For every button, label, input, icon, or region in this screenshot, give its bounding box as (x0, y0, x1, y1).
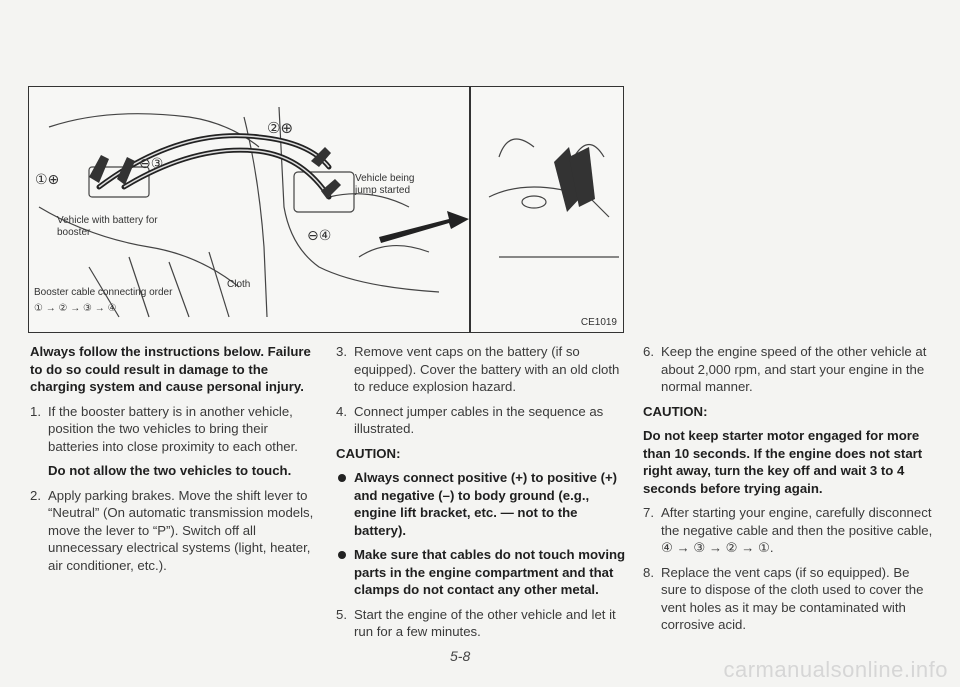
step-4 (336, 403, 626, 438)
cable3-label: ⊖③ (139, 155, 164, 171)
watermark: carmanualsonline.info (723, 657, 948, 682)
starter-caution: Do not keep starter motor engaged for more than 10 seconds. If the engine does not start right away, turn the key off and wait 3 to 4 seconds before trying again. (643, 428, 923, 496)
connecting-order-label: Booster cable connecting order (34, 287, 173, 298)
column-3 (643, 343, 933, 641)
step-2 (30, 487, 320, 575)
cloth-label: Cloth (227, 279, 251, 290)
bullet-icon (338, 551, 346, 559)
step-4-number: 4. (336, 403, 347, 419)
step-1-bold-note: Do not allow the two vehicles to touch. (48, 463, 292, 478)
vehicle-with-booster-label: Vehicle with battery for booster (57, 215, 158, 238)
caution-heading-2: CAUTION: (643, 403, 708, 419)
vehicle-jump-started-label: Vehicle being jump started (355, 173, 415, 196)
jump-start-illustration (28, 86, 624, 333)
caution-bullet-2 (336, 546, 626, 599)
caution-bullet-2-text: Make sure that cables do not touch moving parts in the engine compartment and that clamps do not contact any other metal. (354, 547, 626, 597)
figure-code: CE1019 (580, 317, 617, 328)
connecting-sequence: ① → ② → ③ → ④ (34, 303, 117, 314)
caution-bullet-1-text: Always connect positive (+) to positive (+) and negative (–) to body ground (e.g., engine lift bracket, etc. — not to the battery). (354, 470, 618, 538)
step-4-text: Connect jumper cables in the sequence as illustrated. (354, 403, 604, 436)
step-7-text: After starting your engine, carefully disconnect the negative cable and then the positive cable, ④ → ③ → ② → ①. (661, 505, 933, 555)
step-7 (643, 504, 933, 557)
step-8-number: 8. (643, 564, 654, 580)
step-5-text: Start the engine of the other vehicle and let it run for a few minutes. (354, 606, 616, 639)
step-8 (643, 564, 933, 634)
step-6 (643, 343, 933, 396)
caution-bullet-1 (336, 469, 626, 539)
cable4-label: ⊖④ (307, 227, 332, 243)
step-2-text: Apply parking brakes. Move the shift lever to “Neutral” (On automatic transmission models, move the lever to “P”). Switch off all unnecessary electrical systems (light, heater, air conditioner, etc.). (48, 487, 314, 573)
step-3-number: 3. (336, 344, 347, 359)
step-1-text: If the booster battery is in another vehicle, position the two vehicles to bring their batteries into close proximity to each other. (48, 403, 298, 454)
step-2-number: 2. (30, 487, 41, 503)
step-6-text: Keep the engine speed of the other vehicle at about 2,000 rpm, and start your engine in the normal manner. (661, 344, 927, 394)
cable2-label: ②⊕ (267, 120, 294, 137)
step-8-text: Replace the vent caps (if so equipped). Be sure to dispose of the cloth used to cover the vent holes as it may be contaminated with corrosive acid. (661, 564, 924, 632)
step-3 (336, 343, 626, 396)
step-7-number: 7. (643, 505, 654, 520)
column-2 (336, 343, 626, 648)
page-number: 5-8 (450, 648, 471, 664)
figure-divider (469, 87, 471, 332)
step-6-number: 6. (643, 344, 654, 359)
bullet-icon (338, 474, 346, 482)
column-1 (30, 343, 320, 581)
cable1-label: ①⊕ (35, 171, 60, 187)
step-3-text: Remove vent caps on the battery (if so equipped). Cover the battery with an old cloth to reduce explosion hazard. (354, 344, 620, 394)
caution-heading: CAUTION: (336, 445, 401, 461)
safety-warning: Always follow the instructions below. Failure to do so could result in damage to the charging system and cause personal injury. (30, 344, 311, 394)
step-1 (30, 403, 320, 456)
step-1-number: 1. (30, 403, 41, 419)
step-5-number: 5. (336, 606, 347, 622)
step-5 (336, 606, 626, 641)
